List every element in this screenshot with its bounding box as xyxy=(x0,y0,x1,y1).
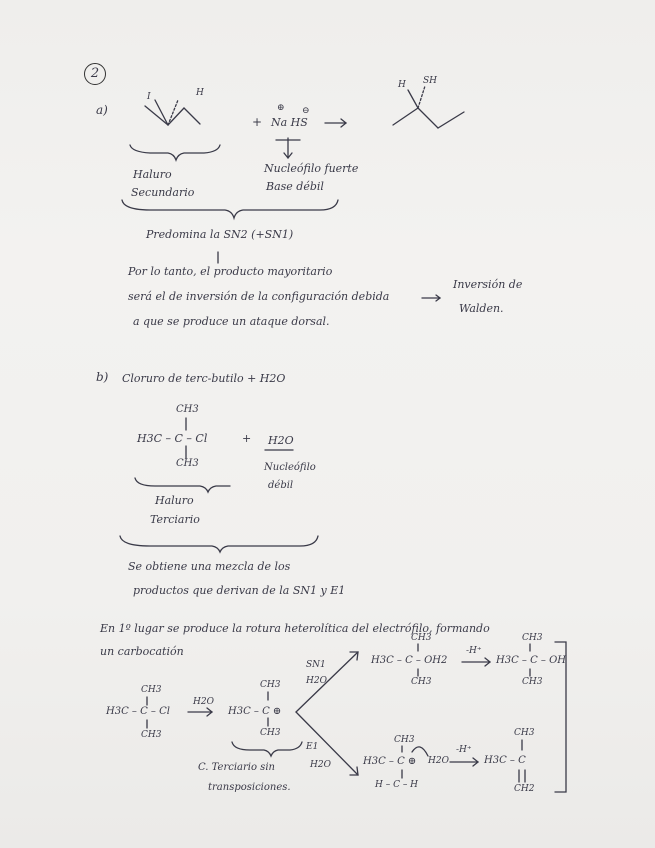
reagent: Na HS xyxy=(271,116,308,129)
substrate-bond xyxy=(168,108,184,125)
halide-label: Terciario xyxy=(150,513,200,526)
brace xyxy=(232,742,302,756)
product-bond xyxy=(393,108,418,125)
sn1-label: SN1 xyxy=(306,660,326,670)
ch3-label: CH3 xyxy=(522,677,543,687)
ch3-label: CH3 xyxy=(260,728,281,738)
part-a-label: a) xyxy=(96,103,108,117)
plus-sign: + xyxy=(252,115,263,129)
ch3-label: CH3 xyxy=(411,677,432,687)
halide-label: Secundario xyxy=(131,186,195,199)
big-brace xyxy=(120,536,318,552)
e1-bottom: H – C – H xyxy=(375,780,419,790)
atom-label: I xyxy=(147,92,151,102)
ch3-label: CH3 xyxy=(141,685,162,695)
atom-label: H xyxy=(398,80,406,90)
brace xyxy=(130,145,220,160)
product-bond xyxy=(438,112,464,128)
minus-h: -H⁺ xyxy=(456,745,472,755)
alcohol-chain: H3C – C – OH xyxy=(496,655,567,666)
atom-label: SH xyxy=(423,76,438,86)
result-line: productos que derivan de la SN1 y E1 xyxy=(133,584,346,597)
alkene-chain: H3C – C xyxy=(484,755,526,766)
charge-label: ⊖ xyxy=(302,106,310,116)
cation-chain: H3C – C ⊕ xyxy=(228,706,282,717)
minus-h: -H⁺ xyxy=(466,646,482,656)
ch3-label: CH3 xyxy=(514,728,535,738)
wedge-bond xyxy=(168,100,178,125)
substrate-bond xyxy=(145,106,168,125)
problem-number: 2 xyxy=(84,63,106,85)
step-line: un carbocatión xyxy=(100,645,184,658)
ch3-label: CH3 xyxy=(141,730,162,740)
ch2-label: CH2 xyxy=(514,784,535,794)
big-brace xyxy=(122,200,338,218)
halide-label: Haluro xyxy=(133,168,172,181)
conclusion-line: Por lo tanto, el producto mayoritario xyxy=(128,265,333,278)
ch3-label: CH3 xyxy=(260,680,281,690)
e1-water: H2O xyxy=(428,756,449,766)
nucleophile-label: Nucleófilo xyxy=(264,462,316,473)
substrate-bond xyxy=(184,108,200,124)
e1-label: E1 xyxy=(306,742,319,752)
arrow-reagent: H2O xyxy=(193,697,214,707)
product-bond xyxy=(418,108,438,128)
part-b-title: Cloruro de terc-butilo + H2O xyxy=(122,372,286,385)
result-line: Se obtiene una mezcla de los xyxy=(128,560,291,573)
curved-arrow xyxy=(412,747,428,756)
ch3-label: CH3 xyxy=(522,633,543,643)
main-chain: H3C – C – Cl xyxy=(137,432,208,445)
e1-chain: H3C – C ⊕ xyxy=(363,756,417,767)
atom-label: H xyxy=(196,88,204,98)
oxonium-chain: H3C – C – OH2 xyxy=(371,655,448,666)
part-b-label: b) xyxy=(96,370,109,384)
e1-reagent: H2O xyxy=(310,760,331,770)
ch3-label: CH3 xyxy=(176,458,199,469)
walden-label: Inversión de xyxy=(453,278,523,291)
cation-note: C. Terciario sin xyxy=(198,762,275,773)
ch3-label: CH3 xyxy=(176,404,199,415)
iodo-bond xyxy=(155,100,168,125)
water-label: H2O xyxy=(268,434,294,447)
charge-label: ⊕ xyxy=(277,103,285,113)
sn1-reagent: H2O xyxy=(306,676,327,686)
ch3-label: CH3 xyxy=(411,633,432,643)
step-line: En 1º lugar se produce la rotura heterolítica del electrófilo, formando xyxy=(100,622,490,635)
brace xyxy=(135,478,230,492)
walden-label: Walden. xyxy=(459,302,504,315)
sh-bond xyxy=(418,86,425,108)
cation-note: transposiciones. xyxy=(208,782,291,793)
conclusion-line: a que se produce un ataque dorsal. xyxy=(133,315,330,328)
h-bond xyxy=(408,90,418,108)
nucleophile-label: Nucleófilo fuerte xyxy=(264,162,359,175)
halide-label: Haluro xyxy=(155,494,194,507)
plus-sign: + xyxy=(242,432,252,445)
mechanism-text: Predomina la SN2 (+SN1) xyxy=(146,228,294,241)
ch3-label: CH3 xyxy=(394,735,415,745)
nucleophile-label: Base débil xyxy=(266,180,324,193)
nucleophile-label: débil xyxy=(268,480,294,491)
conclusion-line: será el de inversión de la configuración debida xyxy=(128,290,390,303)
reactant-chain: H3C – C – Cl xyxy=(106,706,170,717)
